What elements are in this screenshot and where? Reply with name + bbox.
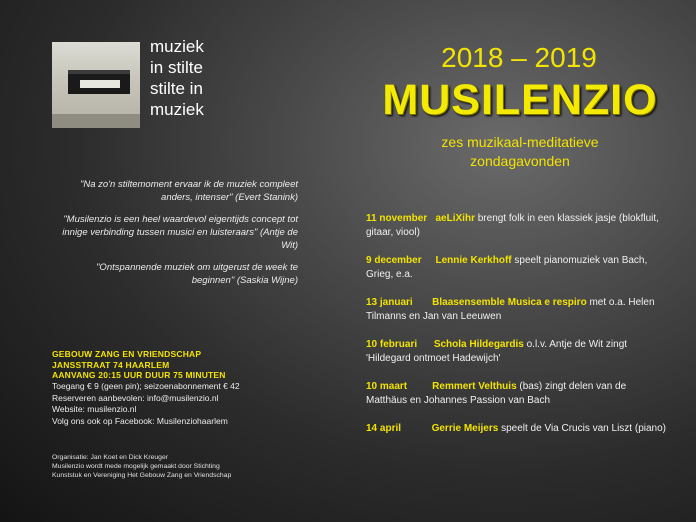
concert-date: 9 december: [366, 255, 422, 266]
organisation-line: Kunststuk en Vereniging Het Gebouw Zang en Vriendschap: [52, 472, 232, 479]
concert-date: 10 februari: [366, 339, 418, 350]
concert-description: met o.a. Helen Tilmanns en Jan van Leeuwen: [366, 297, 655, 322]
organisation-line: Musilenzio wordt mede mogelijk gemaakt door Stichting: [52, 463, 220, 470]
season-years: 2018 – 2019: [441, 42, 597, 73]
concert-description: (bas) zingt delen van de Matthäus en Johannes Passion van Bach: [366, 381, 627, 406]
facebook-info: Volg ons ook op Facebook: Musilenziohaarlem: [52, 415, 228, 426]
concert-performer: aeLiXihr: [435, 213, 475, 224]
concert-item: [366, 296, 666, 324]
quote-author: (Evert Stanink): [235, 192, 298, 203]
venue-time: AANVANG 20:15 UUR DUUR 75 MINUTEN: [52, 370, 226, 380]
concert-date: 10 maart: [366, 381, 408, 392]
concert-description: brengt folk in een klassiek jasje (blokfluit, gitaar, viool): [366, 213, 659, 238]
concert-item: [366, 380, 666, 408]
concert-description: speelt de Via Crucis van Liszt (piano): [498, 423, 666, 434]
quote: [60, 261, 298, 287]
reservation-info: Reserveren aanbevolen: info@musilenzio.nl: [52, 392, 219, 403]
subtitle-line-2: zondagavonden: [470, 153, 570, 169]
logo-image: [52, 42, 140, 128]
concert-description: speelt pianomuziek van Bach, Grieg, e.a.: [366, 255, 648, 280]
concert-description: o.l.v. Antje de Wit zingt 'Hildegard ontmoet Hadewijch': [366, 339, 628, 364]
concert-date: 11 november: [366, 213, 428, 224]
concert-performer: Blaasensemble Musica e respiro: [432, 297, 587, 308]
quote-author: (Saskia Wijne): [236, 275, 298, 286]
concert-item: [366, 254, 666, 282]
quote-text: "Musilenzio is een heel waardevol eigentijds concept tot innige verbinding tussen musici en luisteraars": [62, 214, 298, 238]
concert-item: [366, 212, 666, 240]
concert-performer: Schola Hildegardis: [433, 339, 524, 350]
concert-item: [366, 422, 666, 436]
ticket-price: Toegang € 9 (geen pin); seizoenabonnement € 42: [52, 381, 240, 391]
brand-title: MUSILENZIO: [382, 76, 658, 124]
concert-performer: Remmert Velthuis: [432, 381, 517, 392]
tagline: [150, 36, 204, 120]
tagline-line-1: muziek: [150, 37, 204, 56]
venue-name: GEBOUW ZANG EN VRIENDSCHAP: [52, 349, 202, 359]
quote: [60, 178, 298, 204]
concert-list: [366, 212, 666, 450]
concert-performer: Lennie Kerkhoff: [435, 255, 512, 266]
website-info: Website: musilenzio.nl: [52, 404, 137, 414]
quote-text: "Na zo'n stiltemoment ervaar ik de muziek compleet anders, intenser": [80, 179, 298, 203]
concert-date: 14 april: [366, 423, 402, 434]
subtitle-line-1: zes muzikaal-meditatieve: [441, 134, 599, 150]
quote-author: (Antje de Wit): [259, 227, 298, 251]
quote: [60, 213, 298, 252]
tagline-line-3: stilte in: [150, 79, 203, 98]
practical-info: [52, 381, 312, 427]
concert-item: [366, 338, 666, 366]
venue-address: JANSSTRAAT 74 HAARLEM: [52, 359, 170, 370]
subtitle: [400, 133, 640, 171]
quotes: [60, 178, 298, 296]
concert-date: 13 januari: [366, 297, 413, 308]
quote-text: "Ontspannende muziek om uitgerust de week te beginnen": [96, 262, 298, 286]
concert-performer: Gerrie Meijers: [431, 423, 499, 434]
organisation-line: Organisatie: Jan Koet en Dick Kreuger: [52, 454, 168, 461]
tagline-line-4: muziek: [150, 100, 204, 119]
tagline-line-2: in stilte: [150, 58, 203, 77]
organisation-credits: [52, 453, 332, 480]
venue-details: [52, 349, 312, 381]
